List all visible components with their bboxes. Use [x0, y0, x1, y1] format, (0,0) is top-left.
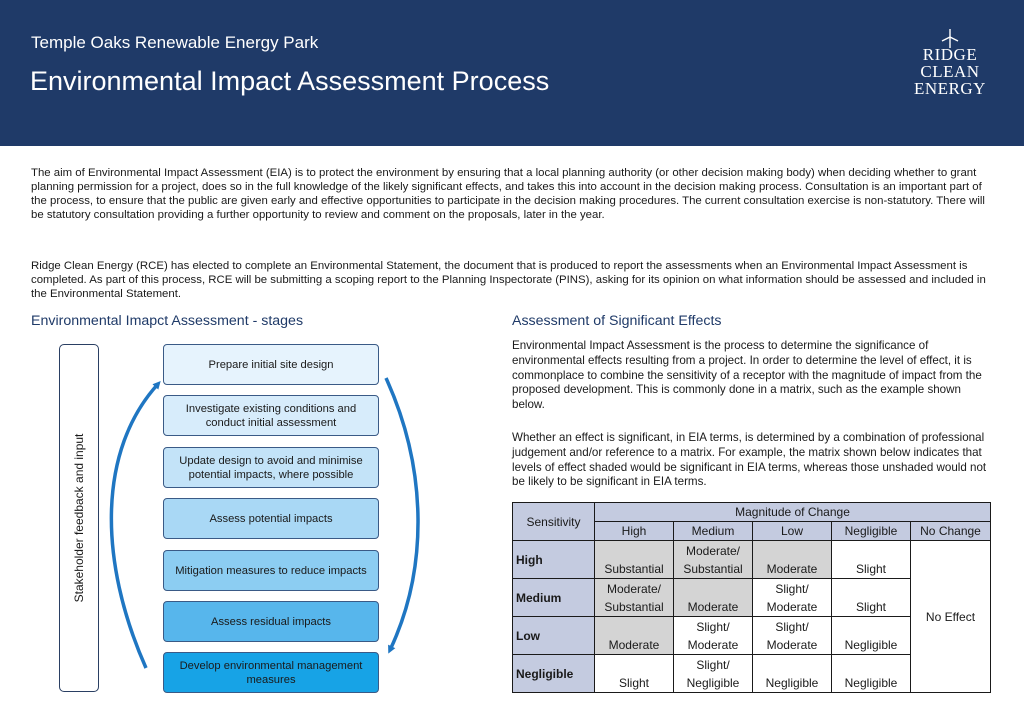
row-header-low: Low — [513, 617, 595, 655]
cell-line-2: Negligible — [844, 676, 898, 690]
logo-text-clean: CLEAN — [920, 62, 980, 81]
cell-line-2: Slight — [618, 676, 650, 690]
cell-line-2: Substantial — [604, 600, 664, 614]
row-header-high: High — [513, 541, 595, 579]
matrix-cell — [674, 655, 753, 693]
matrix-cell — [832, 579, 911, 617]
cell-line-1: Moderate/ — [606, 582, 662, 596]
cell-line-1 — [753, 542, 831, 560]
matrix-cell — [753, 579, 832, 617]
right-cycle-arrow — [386, 378, 418, 650]
cell-line-1 — [595, 656, 673, 674]
col-header-high: High — [595, 522, 674, 541]
cell-line-1: Slight/ — [696, 658, 730, 672]
intro-paragraph-2: Ridge Clean Energy (RCE) has elected to complete an Environmental Statement, the document that is produced to report the assessments when an Environmental Impact Assessment is completed. As part of this process, RCE will be submitting a scoping report to the Planning Inspectorate (PINS), asking for its opinion on what information should be assessed and included in the Environmental Statement. — [31, 260, 986, 301]
cell-line-2: Negligible — [844, 638, 898, 652]
cell-line-1 — [832, 580, 910, 598]
col-header-medium: Medium — [674, 522, 753, 541]
cell-line-2: Moderate — [766, 638, 818, 652]
cell-line-1 — [832, 656, 910, 674]
effects-paragraph-2: Whether an effect is significant, in EIA terms, is determined by a combination of professional judgement and/or reference to a matrix. For example, the matrix shown below indicates that levels of effect shaded would be significant in EIA terms, whereas those unshaded would not be likely to be significant in EIA terms. — [512, 431, 987, 489]
cell-line-1 — [595, 618, 673, 636]
cell-line-1: Slight/ — [696, 620, 730, 634]
stage-7-box: Develop environmental management measures — [163, 652, 379, 693]
magnitude-header: Magnitude of Change — [595, 503, 991, 522]
matrix-cell — [674, 579, 753, 617]
stages-section-title: Environmental Imapct Assessment - stages — [31, 313, 304, 329]
cell-line-2: Moderate — [608, 638, 660, 652]
cell-line-1 — [674, 580, 752, 598]
cell-line-2: Moderate — [766, 600, 818, 614]
cell-line-1 — [832, 542, 910, 560]
cell-line-1 — [595, 542, 673, 560]
cell-line-1: Slight/ — [775, 582, 809, 596]
cell-line-2: Slight — [855, 562, 887, 576]
col-header-low: Low — [753, 522, 832, 541]
stage-4-box: Assess potential impacts — [163, 498, 379, 539]
matrix-cell — [595, 655, 674, 693]
matrix-cell — [674, 617, 753, 655]
row-header-medium: Medium — [513, 579, 595, 617]
left-cycle-arrow — [111, 384, 158, 668]
stage-1-box: Prepare initial site design — [163, 344, 379, 385]
cell-line-1: Moderate/ — [685, 544, 741, 558]
matrix-cell — [595, 541, 674, 579]
sensitivity-header: Sensitivity — [513, 503, 595, 541]
matrix-cell — [832, 541, 911, 579]
matrix-cell — [753, 617, 832, 655]
matrix-cell — [832, 655, 911, 693]
cell-line-2: Slight — [855, 600, 887, 614]
cell-line-2: Moderate — [687, 638, 739, 652]
stage-2-box: Investigate existing conditions and conduct initial assessment — [163, 395, 379, 436]
cell-line-2: Moderate — [766, 562, 818, 576]
stage-5-box: Mitigation measures to reduce impacts — [163, 550, 379, 591]
cell-line-2: Negligible — [686, 676, 740, 690]
col-header-negligible: Negligible — [832, 522, 911, 541]
matrix-cell — [832, 617, 911, 655]
significance-matrix — [512, 502, 991, 693]
project-subtitle: Temple Oaks Renewable Energy Park — [31, 33, 319, 52]
intro-paragraph-1: The aim of Environmental Impact Assessment (EIA) is to protect the environment by ensuring that a local planning authority (or other decision making body) when deciding whether to grant planning permission for a project, does so in the full knowledge of the likely significant effects, and takes this into account in the decision making process. Consultation is an important part of the process, to ensure that the public are given early and effective opportunities to participate in the decision making procedures. The current consultation exercise is non-statutory. There will be statutory consultation providing a further opportunity to review and comment on the proposals, later in the year. — [31, 167, 985, 222]
stage-3-box: Update design to avoid and minimise potential impacts, where possible — [163, 447, 379, 488]
cell-line-1: Slight/ — [775, 620, 809, 634]
cell-line-2: Negligible — [765, 676, 819, 690]
matrix-cell — [595, 579, 674, 617]
cell-line-2: Moderate — [687, 600, 739, 614]
matrix-cell — [753, 655, 832, 693]
matrix-cell — [595, 617, 674, 655]
stage-6-box: Assess residual impacts — [163, 601, 379, 642]
logo-text-ridge: RIDGE — [922, 45, 978, 64]
effects-section-title: Assessment of Significant Effects — [512, 313, 722, 329]
row-header-negligible: Negligible — [513, 655, 595, 693]
cell-line-1 — [753, 656, 831, 674]
no-effect-cell: No Effect — [911, 541, 991, 693]
effects-paragraph-1: Environmental Impact Assessment is the process to determine the significance of environmental effects resulting from a project. In order to determine the level of effect, it is commonplace to combine the sensitivity of a receptor with the magnitude of impact from the proposed development. This is commonly done in a matrix, such as the example shown below. — [512, 339, 982, 412]
matrix-cell — [753, 541, 832, 579]
logo-text-energy: ENERGY — [914, 79, 986, 98]
stakeholder-feedback-label: Stakeholder feedback and input — [72, 433, 86, 603]
cell-line-1 — [832, 618, 910, 636]
col-header-no-change: No Change — [911, 522, 991, 541]
cell-line-2: Substantial — [683, 562, 743, 576]
cell-line-2: Substantial — [604, 562, 664, 576]
matrix-cell — [674, 541, 753, 579]
page-title: Environmental Impact Assessment Process — [30, 66, 550, 96]
